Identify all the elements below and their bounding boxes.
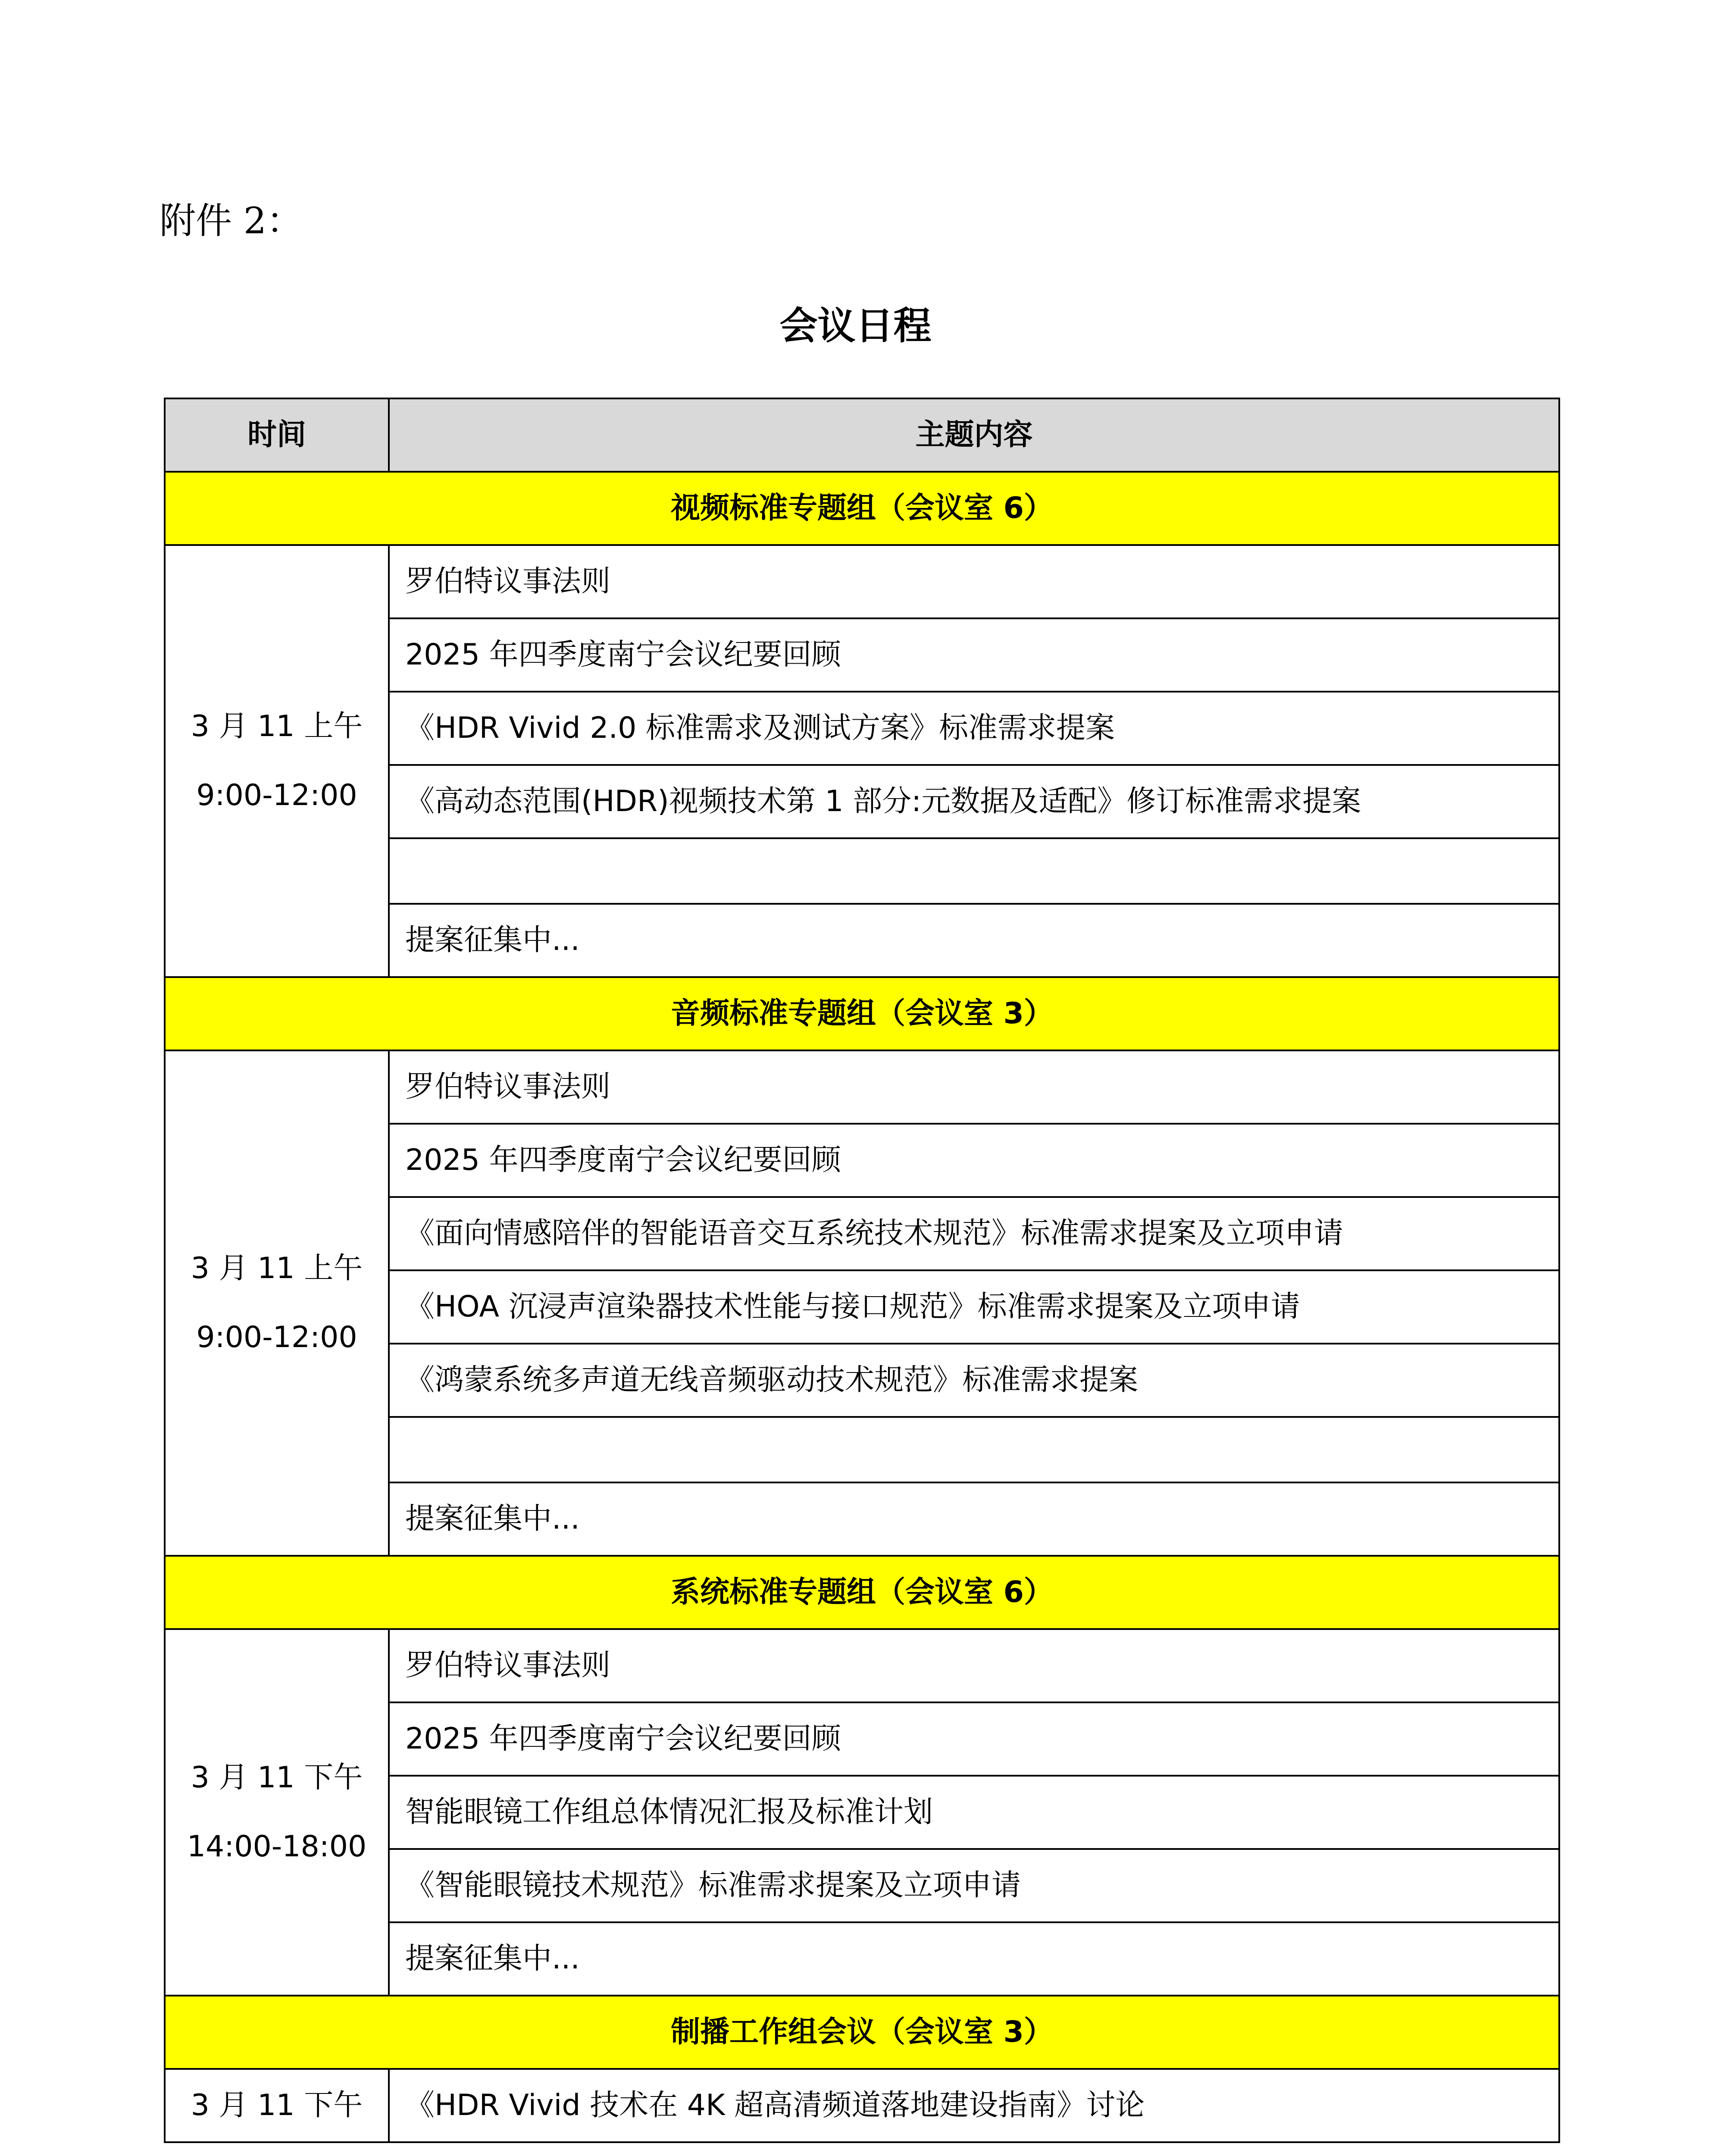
topic-cell: 《HOA 沉浸声渲染器技术性能与接口规范》标准需求提案及立项申请 — [389, 1270, 1559, 1344]
topic-cell: 2025 年四季度南宁会议纪要回顾 — [389, 1124, 1559, 1197]
time-cell — [165, 1629, 389, 1996]
topic-cell: 提案征集中... — [389, 1922, 1559, 1996]
topic-cell: 智能眼镜工作组总体情况汇报及标准计划 — [389, 1776, 1559, 1849]
time-cell — [165, 2069, 389, 2142]
session-date: 3 月 11 下午 — [191, 2088, 363, 2122]
section-title: 系统标准专题组（会议室 6） — [165, 1556, 1559, 1629]
table-row — [165, 2069, 1559, 2142]
attachment-label: 附件 2： — [160, 200, 303, 242]
time-cell — [165, 545, 389, 977]
session-date: 3 月 11 上午 — [191, 1251, 363, 1285]
topic-cell: 《智能眼镜技术规范》标准需求提案及立项申请 — [389, 1849, 1559, 1922]
topic-cell: 提案征集中... — [389, 1482, 1559, 1556]
topic-cell: 《面向情感陪伴的智能语音交互系统技术规范》标准需求提案及立项申请 — [389, 1197, 1559, 1270]
section-title: 音频标准专题组（会议室 3） — [165, 977, 1559, 1050]
schedule-body — [165, 398, 1559, 2142]
topic-cell: 罗伯特议事法则 — [389, 1629, 1559, 1702]
topic-cell — [389, 1417, 1559, 1482]
header-row — [165, 398, 1559, 472]
session-hours: 9:00-12:00 — [196, 1320, 357, 1354]
session-hours: 9:00-12:00 — [196, 778, 357, 812]
topic-cell: 2025 年四季度南宁会议纪要回顾 — [389, 1702, 1559, 1776]
topic-cell: 提案征集中... — [389, 904, 1559, 977]
header-time: 时间 — [165, 398, 389, 472]
time-cell — [165, 1050, 389, 1556]
document-title: 会议日程 — [779, 304, 932, 348]
section-row — [165, 1556, 1559, 1629]
topic-cell — [389, 838, 1559, 904]
session-date: 3 月 11 下午 — [191, 1761, 363, 1795]
session-hours: 14:00-18:00 — [187, 1830, 367, 1864]
topic-cell: 《高动态范围(HDR)视频技术第 1 部分:元数据及适配》修订标准需求提案 — [389, 765, 1559, 838]
section-row — [165, 1996, 1559, 2069]
topic-cell: 《鸿蒙系统多声道无线音频驱动技术规范》标准需求提案 — [389, 1344, 1559, 1417]
section-title: 视频标准专题组（会议室 6） — [165, 472, 1559, 545]
section-row — [165, 472, 1559, 545]
topic-cell: 罗伯特议事法则 — [389, 545, 1559, 618]
table-row — [165, 1629, 1559, 1702]
section-row — [165, 977, 1559, 1050]
topic-cell: 2025 年四季度南宁会议纪要回顾 — [389, 618, 1559, 692]
session-date: 3 月 11 上午 — [191, 709, 363, 743]
table-row — [165, 545, 1559, 618]
topic-cell: 《HDR Vivid 技术在 4K 超高清频道落地建设指南》讨论 — [389, 2069, 1559, 2142]
table-row — [165, 1050, 1559, 1124]
schedule-table — [164, 398, 1560, 2143]
topic-cell: 《HDR Vivid 2.0 标准需求及测试方案》标准需求提案 — [389, 692, 1559, 765]
topic-cell: 罗伯特议事法则 — [389, 1050, 1559, 1124]
section-title: 制播工作组会议（会议室 3） — [165, 1996, 1559, 2069]
header-topic: 主题内容 — [389, 398, 1559, 472]
